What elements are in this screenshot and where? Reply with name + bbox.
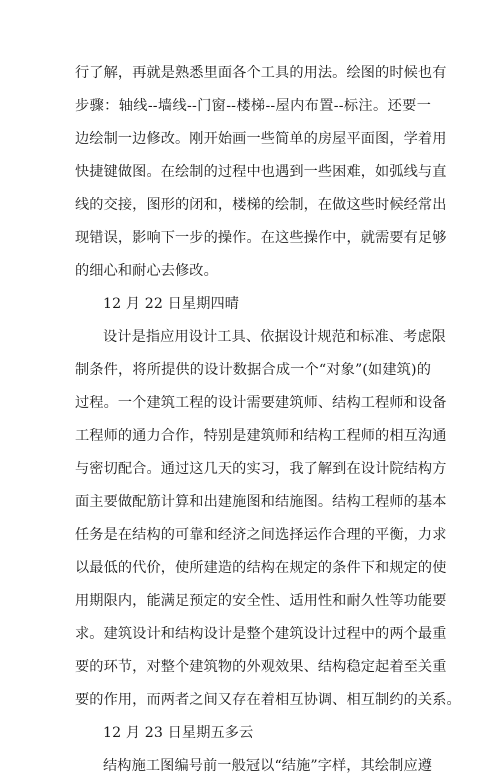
text-line: 步骤：轴线--墙线--门窗--楼梯--屋内布置--标注。还要一 [75, 98, 431, 114]
text-line: 任务是在结构的可靠和经济之间选择运作合理的平衡，力求 [75, 527, 447, 543]
text-line: 设计是指应用设计工具、依据设计规范和标准、考虑限 [103, 329, 446, 345]
text-line: 以最低的代价，使所建造的结构在规定的条件下和规定的使 [75, 560, 447, 576]
text-line: 要的作用，而两者之间又存在着相互协调、相互制约的关系。 [75, 692, 461, 708]
text-line: 快捷键做图。在绘制的过程中也遇到一些困难，如弧线与直 [75, 164, 447, 180]
text-line: 求。建筑设计和结构设计是整个建筑设计过程中的两个最重 [75, 626, 447, 642]
text-line: 过程。一个建筑工程的设计需要建筑师、结构工程师和设备 [75, 395, 447, 411]
text-line: 行了解，再就是熟悉里面各个工具的用法。绘图的时候也有 [75, 65, 447, 81]
text-line: 的细心和耐心去修改。 [75, 263, 218, 279]
date-heading: 12 月 22 日星期四晴 [103, 296, 240, 312]
text-line: 用期限内，能满足预定的安全性、适用性和耐久性等功能要 [75, 593, 447, 609]
text-line: 线的交接，图形的闭和，楼梯的绘制，在做这些时候经常出 [75, 197, 447, 213]
text-line: 制条件，将所提供的设计数据合成一个“对象”(如建筑)的 [75, 362, 431, 378]
text-line: 面主要做配筋计算和出建施图和结施图。结构工程师的基本 [75, 494, 447, 510]
text-line: 工程师的通力合作，特别是建筑师和结构工程师的相互沟通 [75, 428, 447, 444]
document-page [75, 57, 461, 783]
text-line: 现错误，影响下一步的操作。在这些操作中，就需要有足够 [75, 230, 447, 246]
date-heading: 12 月 23 日星期五多云 [103, 725, 254, 741]
text-line: 要的环节，对整个建筑物的外观效果、结构稳定起着至关重 [75, 659, 447, 675]
text-line: 结构施工图编号前一般冠以“结施”字样，其绘制应遵 [103, 758, 433, 774]
text-line: 与密切配合。通过这几天的实习，我了解到在设计院结构方 [75, 461, 447, 477]
text-line: 边绘制一边修改。刚开始画一些简单的房屋平面图，学着用 [75, 131, 447, 147]
